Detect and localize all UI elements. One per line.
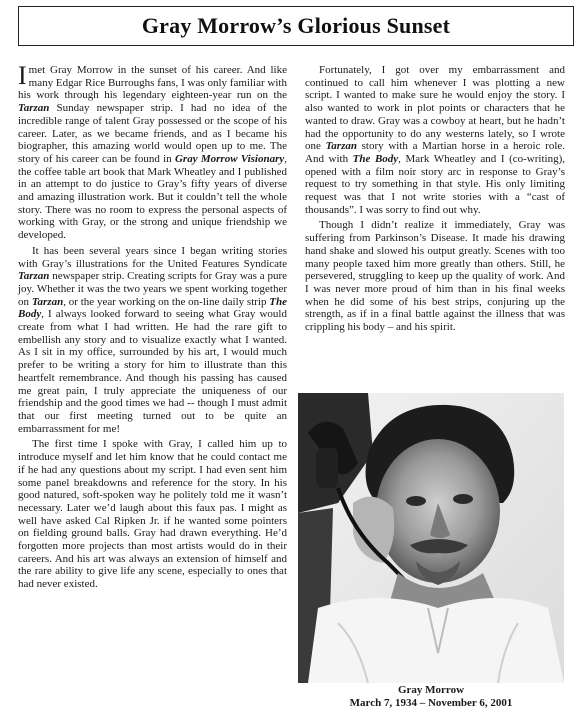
drop-cap: I [18, 61, 27, 90]
left-column [18, 61, 288, 591]
text-run: newspaper strip. Creating scripts for Gray was a pure joy. Whether it was the two years we spent working together on [18, 270, 287, 308]
caption-dates: March 7, 1934 – November 6, 2001 [349, 697, 513, 709]
text-run: story with a Martian horse in a heroic role. And with [305, 140, 566, 165]
text-run: , I always looked forward to seeing what Gray would create from what I had written. He had the rare gift to embellish any story and to visualize exactly what I wanted. As I sit in my office, surrounded by his art, I would much prefer to be writing a story for him to illustrate than this heartfelt remembrance. And though his passing has caused me great pain, I truly appreciate the uniqueness of our friendship and the good times we had -- though I must admit that our first meeting turned out to be quite an embarrassment for me! [18, 308, 287, 435]
right-column [305, 64, 565, 334]
strip-title: The Body [18, 295, 288, 321]
caption-name: Gray Morrow [397, 684, 465, 696]
portrait-illustration [298, 393, 564, 683]
text-run: , or the year working on the on-line daily strip [63, 295, 270, 308]
photo-caption [298, 684, 564, 710]
paragraph-5: Though I didn’t realize it immediately, Gray was suffering from Parkinson’s Disease. It made his drawing hand shake and slowed his output greatly. Scenes with too many people taxed him more greatly than others. Still, he persevered, struggling to keep up the quality of work. And I was never more proud of him than in his final weeks when he did some of his best strips, conjuring up the strength, as if in a final battle against the illness that was crippling his body – and his spirit. [305, 219, 565, 334]
paragraph-3: The first time I spoke with Gray, I called him up to introduce myself and let him know that he could contact me if he had any questions about my script. I had even sent him some panel breakdowns and reference for the story. In his good natured, soft-spoken way he politely told me it wasn’t necessary. Later we’d laugh about this faux pas. I might as well have asked Cal Ripken Jr. if he wanted some pointers on fielding ground balls. Gray had drawn everything. He’d forgotten more projects than most artists would do in their careers. And his art was always an extension of himself and the rare ability to give life any scene, especially to ones that had never existed. [18, 438, 287, 591]
paragraph-1 [18, 61, 287, 242]
text-run: It has been several years since I began writing stories with Gray’s illustrations for the United Features Syndicate [18, 244, 287, 270]
text-run: Fortunately, I got over my embarrassment and continued to call him whenever I was plotting a new script. I wanted to make sure he would enjoy the story. I also wanted to work in plot points or characters that he wanted to draw. Gray was a cowboy at heart, but he hadn’t had the opportunity to do any westerns lately, so I wrote one [305, 64, 565, 153]
title-box [18, 6, 574, 46]
text-run: met Gray Morrow in the sunset of his career. And like many Edgar Rice Burroughs fans, I was only familiar with his work through his legendary eighteen-year run on the [18, 64, 287, 102]
article-title: Gray Morrow’s Glorious Sunset [141, 13, 451, 38]
portrait-photo [298, 393, 564, 683]
strip-title: Tarzan [18, 102, 50, 115]
strip-title: Tarzan [325, 140, 357, 153]
text-run: , Mark Wheatley and I (co-writing), opened with a film noir story arc in response to Gray’s request to try something in that style. His only limiting request was that I not write stories with a “cast of thousands”. I was sorry to find out why. [305, 152, 565, 216]
strip-title: Tarzan [31, 295, 64, 308]
paragraph-4 [305, 64, 565, 216]
strip-title: Tarzan [18, 270, 50, 283]
paragraph-2 [18, 245, 287, 436]
strip-title: The Body [352, 152, 399, 165]
text-run: Sunday newspaper strip. I had no idea of the incredible range of talent Gray possessed or the scope of his career. Later, as we became friends, and as I became his biographer, this amazing world would open up to me. The story of his career can be found in [18, 102, 287, 165]
text-run: , the coffee table art book that Mark Wheatley and I published in an attempt to do justice to Gray’s fifty years of diverse and amazing illustration work. But it couldn’t tell the whole story. There was no room to express the personal aspects of working with Gray, or the strong and unique friendship we developed. [18, 152, 287, 242]
book-title: Gray Morrow Visionary [174, 152, 285, 165]
